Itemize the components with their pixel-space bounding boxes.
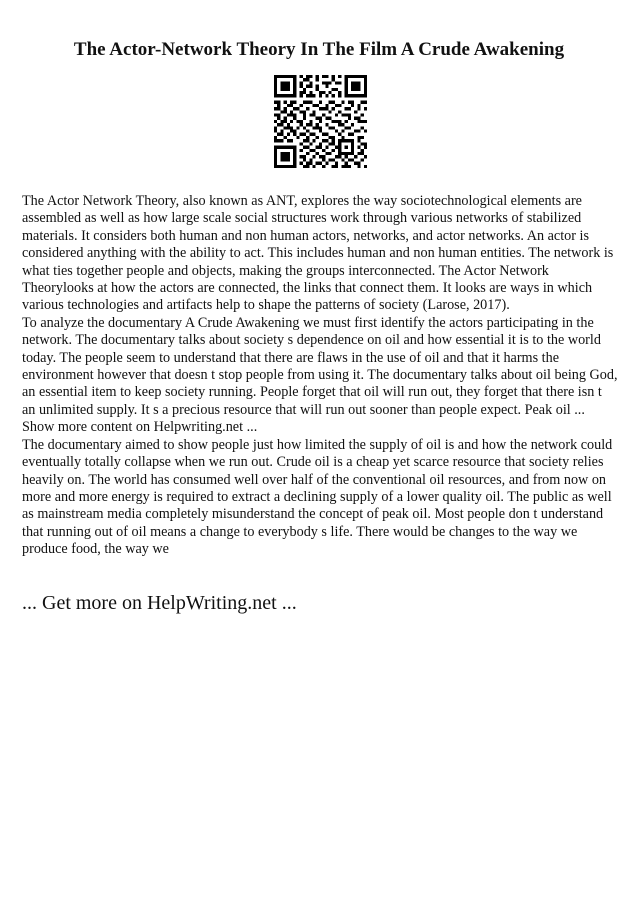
paragraph: The documentary aimed to show people just how limited the supply of oil is and how the network could eventually totally collapse when we run out. Crude oil is a cheap yet scarce resource that society relies heavily on. The world has consumed well over half of the conventional oil resources, and from now on more and more energy is required to extract a declining supply of a lower quality oil. The public as well as mainstream media completely misunderstand the concept of peak oil. Most people don t understand that running out of oil means a change to everybody s life. There would be changes to the way we produce food, the way we bbox=[22, 436, 613, 558]
get-more-link[interactable]: ... Get more on HelpWriting.net ... bbox=[22, 592, 297, 614]
paragraph: To analyze the documentary A Crude Awakening we must first identify the actors participating in the network. The documentary talks about society s dependence on oil and how essential it is to the world today. The people seem to understand that there are flaws in the use of oil and that it harms the environment however that doesn t stop people from using it. The documentary talks about oil being God, an essential item to keep society running. People forget that oil will run out, they forget that there isn t an unlimited supply. It s a precious resource that will run out sooner than people expect. Peak oil ... Show more content on Helpwriting.net ... bbox=[22, 314, 618, 436]
paragraph: The Actor Network Theory, also known as ANT, explores the way sociotechnological elements are assembled as well as how large scale social structures work through various networks of stabilized materials. It considers both human and non human actors, networks, and actor networks. An actor is considered anything with the ability to act. This includes human and non human entities. The network is what ties together people and objects, making the groups interconnected. The Actor Network Theorylooks at how the actors are connected, the links that connect them. It looks are ways in which various technologies and artifacts help to shape the patterns of society (Larose, 2017). bbox=[22, 193, 614, 314]
article-body bbox=[22, 193, 618, 559]
qr-code-icon bbox=[274, 75, 367, 168]
page-title: The Actor-Network Theory In The Film A Crude Awakening bbox=[73, 39, 565, 60]
